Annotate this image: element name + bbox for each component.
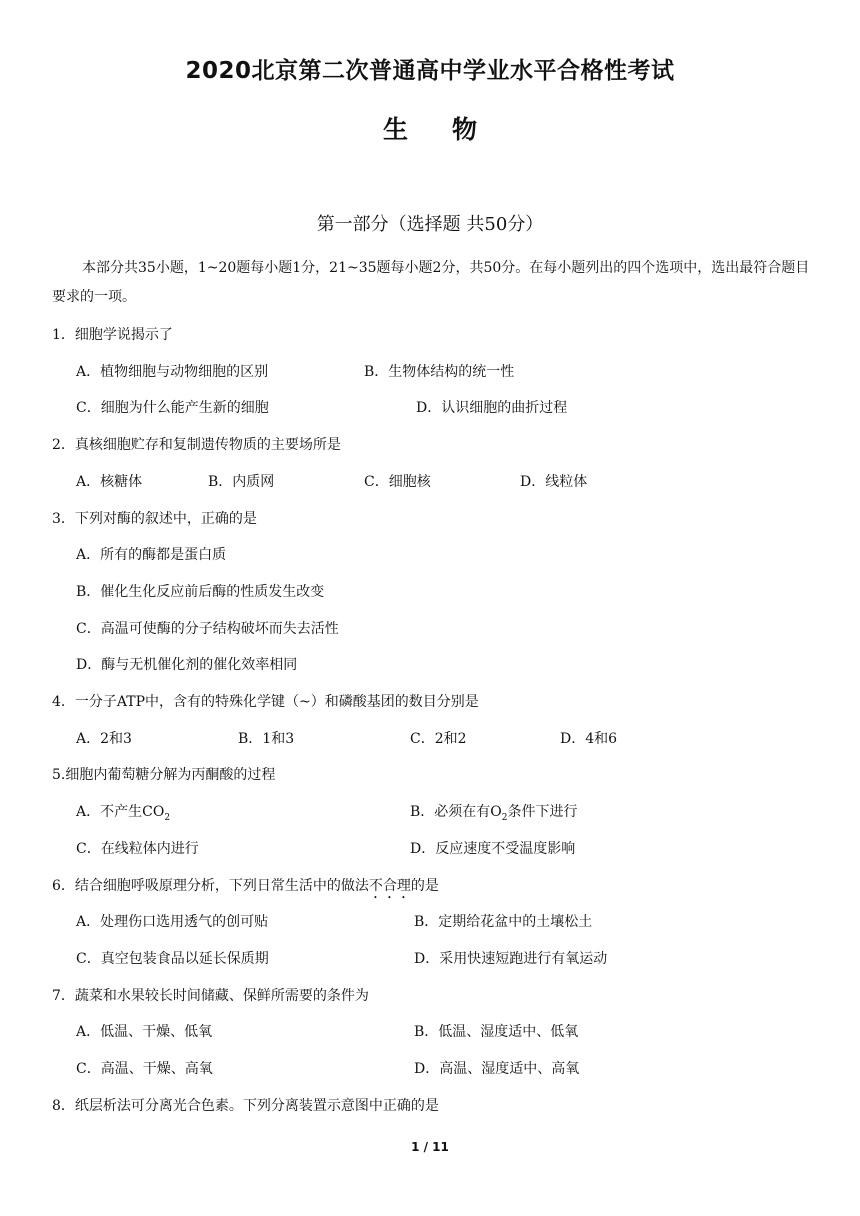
question-1-option-d: D．认识细胞的曲折过程 [416,400,568,416]
question-1-option-c: C．细胞为什么能产生新的细胞 [76,400,269,416]
question-5-option-d: D．反应速度不受温度影响 [410,841,576,857]
question-2-option-b: B．内质网 [208,474,275,490]
exam-title: 2020北京第二次普通高中学业水平合格性考试 [185,58,675,84]
page-number: 1 / 11 [411,1140,449,1154]
question-4-option-d: D．4和6 [560,731,618,747]
question-1-option-a: A．植物细胞与动物细胞的区别 [76,364,269,380]
question-2-option-c: C．细胞核 [364,474,431,490]
question-8-stem: 8．纸层析法可分离光合色素。下列分离装置示意图中正确的是 [52,1098,439,1114]
question-6-stem: 6．结合细胞呼吸原理分析，下列日常生活中的做法不合理的是 [52,878,439,894]
question-7-stem: 7．蔬菜和水果较长时间储藏、保鲜所需要的条件为 [52,988,369,1004]
question-5-option-b: B．必须在有$O_2$条件下进行 [410,804,578,823]
section-intro: 本部分共35小题，1~20题每小题1分，21~35题每小题2分，共50分。在每小题列出的四个选项中，选出最符合题目要求的一项。 [52,260,810,305]
question-1-option-b: B．生物体结构的统一性 [364,364,515,380]
question-7-option-a: A．低温、干燥、低氧 [76,1024,213,1040]
question-3-option-c: C．高温可使酶的分子结构破坏而失去活性 [76,621,339,637]
question-3-option-b: B．催化生化反应前后酶的性质发生改变 [76,584,325,600]
question-6-option-d: D．采用快速短跑进行有氧运动 [414,951,608,967]
question-7-option-d: D．高温、湿度适中、高氧 [414,1061,580,1077]
question-5-stem: 5.细胞内葡萄糖分解为丙酮酸的过程 [52,767,276,783]
question-6-option-a: A．处理伤口选用透气的创可贴 [76,914,269,930]
question-4-option-b: B．1和3 [238,731,295,747]
section-title: 第一部分（选择题 共50分） [316,214,544,235]
question-4-option-a: A．2和3 [76,731,132,747]
question-5-option-a: A．不产生$CO_2$ [76,804,171,823]
question-4-stem: 4．一分子ATP中，含有的特殊化学键（~）和磷酸基团的数目分别是 [52,694,479,710]
subject-title: 生物 [382,115,521,144]
question-7-option-b: B．低温、湿度适中、低氧 [414,1024,579,1040]
question-3-option-a: A．所有的酶都是蛋白质 [76,547,227,563]
question-1-stem: 1．细胞学说揭示了 [52,327,173,343]
question-5-option-c: C．在线粒体内进行 [76,841,199,857]
question-2-stem: 2．真核细胞贮存和复制遗传物质的主要场所是 [52,437,341,453]
emphasis-text: 不合理 [368,878,411,894]
question-6-option-c: C．真空包装食品以延长保质期 [76,951,269,967]
question-7-option-c: C．高温、干燥、高氧 [76,1061,213,1077]
question-4-option-c: C．2和2 [410,731,467,747]
question-3-stem: 3．下列对酶的叙述中，正确的是 [52,511,257,527]
question-3-option-d: D．酶与无机催化剂的催化效率相同 [76,657,298,673]
question-2-option-a: A．核糖体 [76,474,143,490]
question-6-option-b: B．定期给花盆中的土壤松土 [414,914,593,930]
question-2-option-d: D．线粒体 [520,474,588,490]
